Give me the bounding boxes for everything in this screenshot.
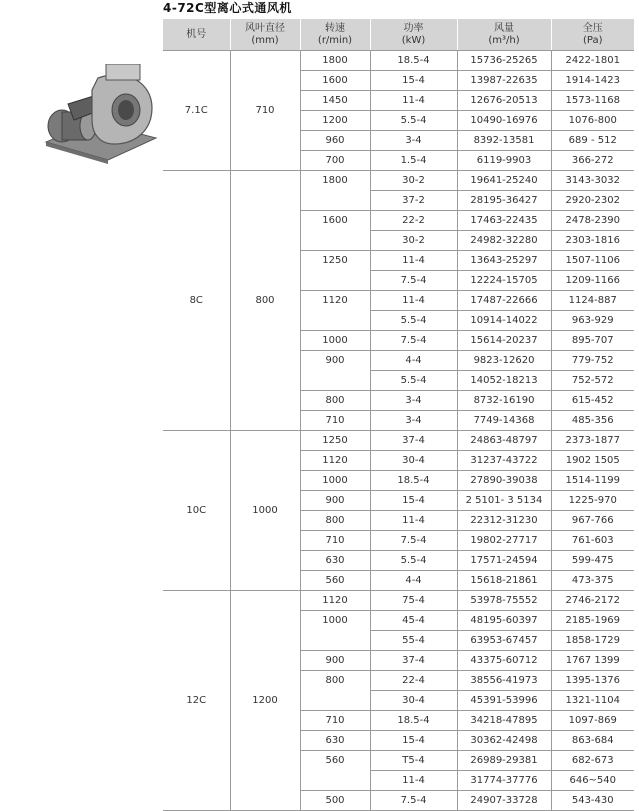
- airflow-cell: 15618-21861: [457, 571, 551, 591]
- table-row: [163, 591, 634, 611]
- airflow-cell: 43375-60712: [457, 651, 551, 671]
- pressure-cell: 1321-1104: [551, 691, 634, 711]
- centrifugal-fan-illustration: [38, 64, 158, 164]
- diameter-cell: 1200: [230, 591, 300, 811]
- pressure-cell: 3143-3032: [551, 171, 634, 191]
- pressure-cell: 599-475: [551, 551, 634, 571]
- airflow-cell: 10914-14022: [457, 311, 551, 331]
- pressure-cell: 543-430: [551, 791, 634, 811]
- power-cell: 5.5-4: [370, 551, 457, 571]
- power-cell: 7.5-4: [370, 531, 457, 551]
- speed-cell: 710: [300, 711, 370, 731]
- airflow-cell: 53978-75552: [457, 591, 551, 611]
- pressure-cell: 1076-800: [551, 111, 634, 131]
- model-cell: 12C: [163, 591, 230, 811]
- table-row: [163, 431, 634, 451]
- airflow-cell: 24863-48797: [457, 431, 551, 451]
- power-cell: 4-4: [370, 571, 457, 591]
- power-cell: 4-4: [370, 351, 457, 371]
- power-cell: 18.5-4: [370, 711, 457, 731]
- power-cell: 30-4: [370, 691, 457, 711]
- pressure-cell: 1124-887: [551, 291, 634, 311]
- model-cell: 8C: [163, 171, 230, 431]
- airflow-cell: 7749-14368: [457, 411, 551, 431]
- airflow-cell: 28195-36427: [457, 191, 551, 211]
- pressure-cell: 1395-1376: [551, 671, 634, 691]
- power-cell: 30-2: [370, 231, 457, 251]
- airflow-cell: 2 5101- 3 5134: [457, 491, 551, 511]
- power-cell: 45-4: [370, 611, 457, 631]
- speed-cell: 710: [300, 411, 370, 431]
- power-cell: 37-4: [370, 431, 457, 451]
- pressure-cell: 2478-2390: [551, 211, 634, 231]
- airflow-cell: 14052-18213: [457, 371, 551, 391]
- power-cell: 75-4: [370, 591, 457, 611]
- power-cell: 7.5-4: [370, 791, 457, 811]
- airflow-cell: 17487-22666: [457, 291, 551, 311]
- airflow-cell: 10490-16976: [457, 111, 551, 131]
- header-model: 机号: [163, 19, 230, 51]
- pressure-cell: 863-684: [551, 731, 634, 751]
- speed-cell: 1600: [300, 71, 370, 91]
- speed-cell: 560: [300, 751, 370, 791]
- header-diameter: 风叶直径 (mm): [230, 19, 300, 51]
- power-cell: 3-4: [370, 391, 457, 411]
- speed-cell: 1000: [300, 471, 370, 491]
- speed-cell: 900: [300, 651, 370, 671]
- speed-cell: 1000: [300, 331, 370, 351]
- speed-cell: 1200: [300, 111, 370, 131]
- model-cell: 7.1C: [163, 51, 230, 171]
- pressure-cell: 1209-1166: [551, 271, 634, 291]
- power-cell: 7.5-4: [370, 331, 457, 351]
- speed-cell: 1120: [300, 591, 370, 611]
- power-cell: 1.5-4: [370, 151, 457, 171]
- airflow-cell: 6119-9903: [457, 151, 551, 171]
- speed-cell: 1250: [300, 251, 370, 291]
- power-cell: 22-4: [370, 671, 457, 691]
- speed-cell: 960: [300, 131, 370, 151]
- power-cell: 11-4: [370, 771, 457, 791]
- speed-cell: 1120: [300, 291, 370, 331]
- pressure-cell: 761-603: [551, 531, 634, 551]
- power-cell: 15-4: [370, 491, 457, 511]
- power-cell: 5.5-4: [370, 311, 457, 331]
- pressure-cell: 1514-1199: [551, 471, 634, 491]
- pressure-cell: 1902 1505: [551, 451, 634, 471]
- airflow-cell: 38556-41973: [457, 671, 551, 691]
- header-pressure: 全压 (Pa): [551, 19, 634, 51]
- power-cell: 7.5-4: [370, 271, 457, 291]
- pressure-cell: 646~540: [551, 771, 634, 791]
- power-cell: 5.5-4: [370, 371, 457, 391]
- header-speed: 转速 (r/min): [300, 19, 370, 51]
- power-cell: 55-4: [370, 631, 457, 651]
- speed-cell: 1000: [300, 611, 370, 651]
- power-cell: 37-4: [370, 651, 457, 671]
- airflow-cell: 8392-13581: [457, 131, 551, 151]
- pressure-cell: 1767 1399: [551, 651, 634, 671]
- airflow-cell: 26989-29381: [457, 751, 551, 771]
- speed-cell: 1120: [300, 451, 370, 471]
- speed-cell: 1250: [300, 431, 370, 451]
- power-cell: 37-2: [370, 191, 457, 211]
- airflow-cell: 9823-12620: [457, 351, 551, 371]
- pressure-cell: 1225-970: [551, 491, 634, 511]
- table-row: [163, 171, 634, 191]
- power-cell: 11-4: [370, 511, 457, 531]
- airflow-cell: 17571-24594: [457, 551, 551, 571]
- diameter-cell: 1000: [230, 431, 300, 591]
- pressure-cell: 1858-1729: [551, 631, 634, 651]
- power-cell: 15-4: [370, 71, 457, 91]
- pressure-cell: 779-752: [551, 351, 634, 371]
- speed-cell: 630: [300, 551, 370, 571]
- speed-cell: 700: [300, 151, 370, 171]
- power-cell: 22-2: [370, 211, 457, 231]
- power-cell: 18.5-4: [370, 471, 457, 491]
- power-cell: 11-4: [370, 291, 457, 311]
- diameter-cell: 800: [230, 171, 300, 431]
- pressure-cell: 473-375: [551, 571, 634, 591]
- pressure-cell: 2185-1969: [551, 611, 634, 631]
- speed-cell: 1800: [300, 51, 370, 71]
- model-cell: 10C: [163, 431, 230, 591]
- power-cell: T5-4: [370, 751, 457, 771]
- pressure-cell: 682-673: [551, 751, 634, 771]
- pressure-cell: 2422-1801: [551, 51, 634, 71]
- fan-spec-table: [163, 19, 634, 811]
- speed-cell: 800: [300, 391, 370, 411]
- speed-cell: 1800: [300, 171, 370, 211]
- power-cell: 30-2: [370, 171, 457, 191]
- pressure-cell: 1507-1106: [551, 251, 634, 271]
- power-cell: 3-4: [370, 411, 457, 431]
- speed-cell: 900: [300, 351, 370, 391]
- speed-cell: 1450: [300, 91, 370, 111]
- power-cell: 5.5-4: [370, 111, 457, 131]
- airflow-cell: 13643-25297: [457, 251, 551, 271]
- airflow-cell: 27890-39038: [457, 471, 551, 491]
- airflow-cell: 31237-43722: [457, 451, 551, 471]
- pressure-cell: 366-272: [551, 151, 634, 171]
- speed-cell: 800: [300, 671, 370, 711]
- pressure-cell: 895-707: [551, 331, 634, 351]
- airflow-cell: 63953-67457: [457, 631, 551, 651]
- page-title: 4-72C型离心式通风机: [163, 1, 292, 15]
- power-cell: 11-4: [370, 91, 457, 111]
- pressure-cell: 2746-2172: [551, 591, 634, 611]
- table-row: [163, 51, 634, 71]
- power-cell: 11-4: [370, 251, 457, 271]
- speed-cell: 630: [300, 731, 370, 751]
- airflow-cell: 34218-47895: [457, 711, 551, 731]
- header-airflow: 风量 (m³/h): [457, 19, 551, 51]
- airflow-cell: 30362-42498: [457, 731, 551, 751]
- pressure-cell: 1573-1168: [551, 91, 634, 111]
- airflow-cell: 19641-25240: [457, 171, 551, 191]
- airflow-cell: 24982-32280: [457, 231, 551, 251]
- pressure-cell: 615-452: [551, 391, 634, 411]
- pressure-cell: 1097-869: [551, 711, 634, 731]
- speed-cell: 900: [300, 491, 370, 511]
- power-cell: 15-4: [370, 731, 457, 751]
- airflow-cell: 15614-20237: [457, 331, 551, 351]
- diameter-cell: 710: [230, 51, 300, 171]
- speed-cell: 800: [300, 511, 370, 531]
- airflow-cell: 8732-16190: [457, 391, 551, 411]
- speed-cell: 1600: [300, 211, 370, 251]
- power-cell: 30-4: [370, 451, 457, 471]
- pressure-cell: 967-766: [551, 511, 634, 531]
- airflow-cell: 12224-15705: [457, 271, 551, 291]
- speed-cell: 560: [300, 571, 370, 591]
- pressure-cell: 2920-2302: [551, 191, 634, 211]
- airflow-cell: 13987-22635: [457, 71, 551, 91]
- airflow-cell: 24907-33728: [457, 791, 551, 811]
- airflow-cell: 17463-22435: [457, 211, 551, 231]
- header-power: 功率 (kW): [370, 19, 457, 51]
- speed-cell: 500: [300, 791, 370, 811]
- airflow-cell: 45391-53996: [457, 691, 551, 711]
- airflow-cell: 31774-37776: [457, 771, 551, 791]
- airflow-cell: 22312-31230: [457, 511, 551, 531]
- pressure-cell: 752-572: [551, 371, 634, 391]
- airflow-cell: 12676-20513: [457, 91, 551, 111]
- power-cell: 18.5-4: [370, 51, 457, 71]
- pressure-cell: 2373-1877: [551, 431, 634, 451]
- pressure-cell: 689 - 512: [551, 131, 634, 151]
- power-cell: 3-4: [370, 131, 457, 151]
- table-header-row: [163, 19, 634, 51]
- pressure-cell: 963-929: [551, 311, 634, 331]
- pressure-cell: 485-356: [551, 411, 634, 431]
- airflow-cell: 19802-27717: [457, 531, 551, 551]
- pressure-cell: 1914-1423: [551, 71, 634, 91]
- pressure-cell: 2303-1816: [551, 231, 634, 251]
- airflow-cell: 48195-60397: [457, 611, 551, 631]
- airflow-cell: 15736-25265: [457, 51, 551, 71]
- speed-cell: 710: [300, 531, 370, 551]
